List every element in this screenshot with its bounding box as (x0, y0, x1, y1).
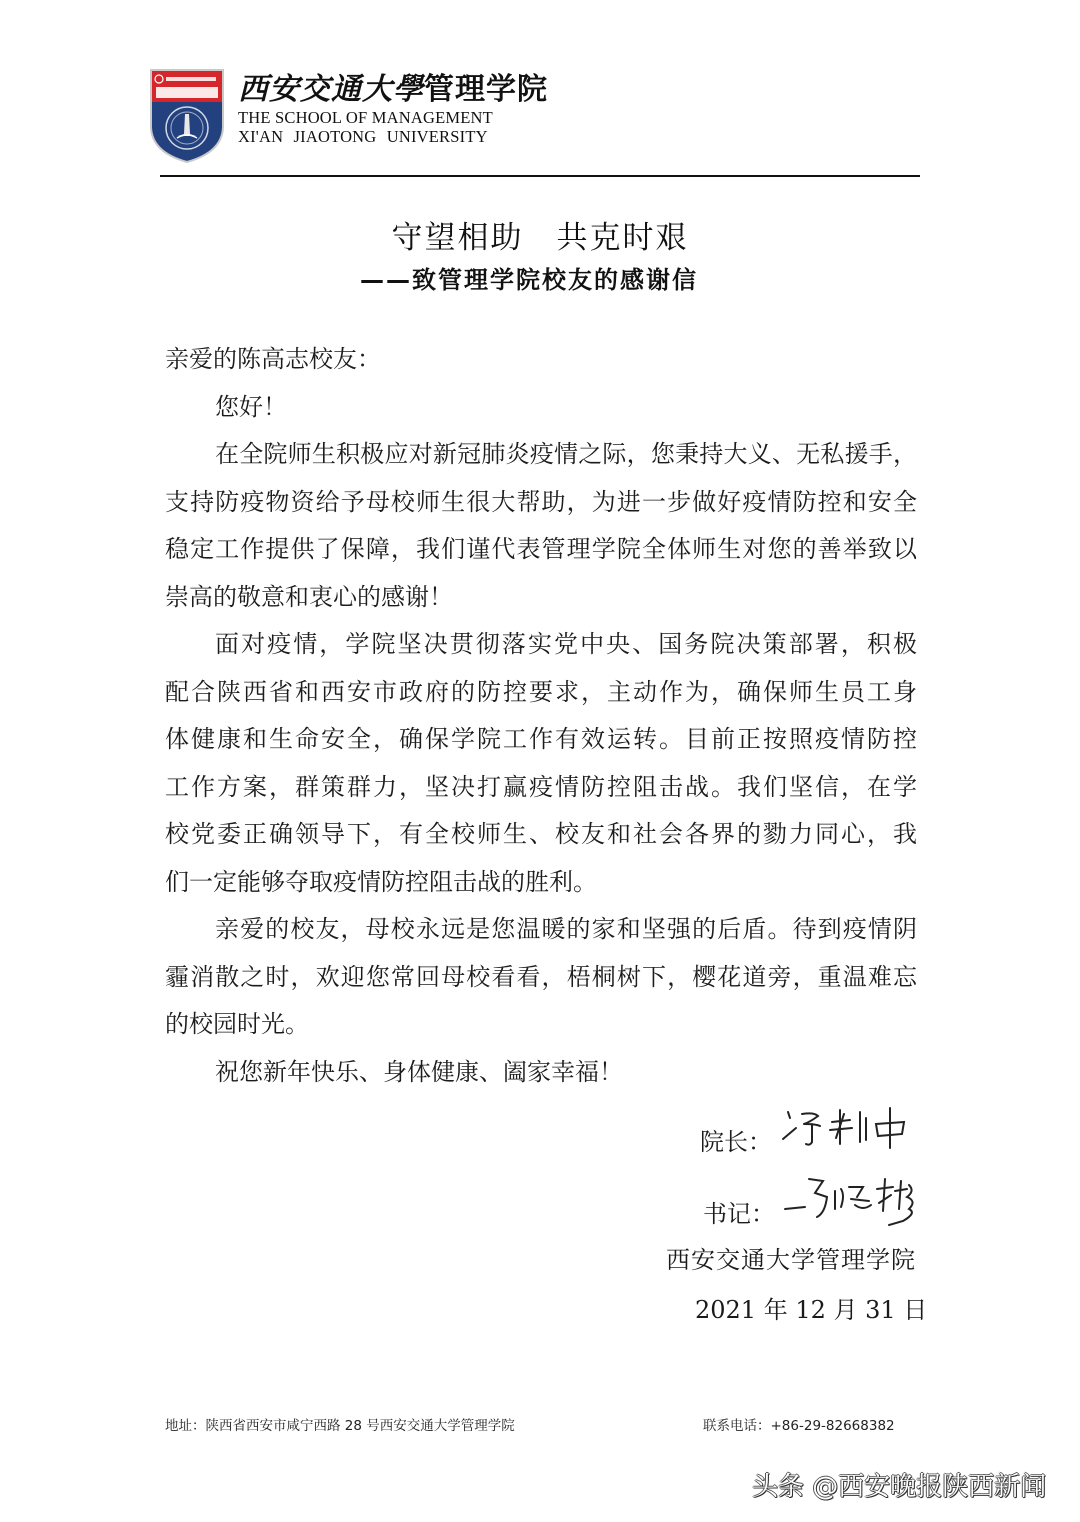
paragraph-line: 体健康和生命安全，确保学院工作有效运转。目前正按照疫情防控 (165, 725, 917, 753)
dean-signature-icon (780, 1104, 915, 1154)
school-name-bold: 管理学院 (424, 72, 548, 107)
school-logo-text (238, 72, 548, 146)
dean-signature-row (700, 1100, 915, 1157)
letter-title: 守望相助 共克时艰 (391, 220, 689, 256)
secretary-label: 书记： (703, 1200, 775, 1228)
paragraph-3 (165, 906, 917, 1049)
greeting: 您好！ (215, 392, 287, 421)
salutation: 亲爱的陈高志校友： (165, 345, 381, 373)
footer-phone: 联系电话：+86-29-82668382 (703, 1418, 895, 1434)
university-name-script: 西安交通大學 (238, 72, 424, 107)
dean-label: 院长： (700, 1128, 772, 1156)
letter-subtitle: ——致管理学院校友的感谢信 (360, 266, 698, 294)
footer-address: 地址：陕西省西安市咸宁西路 28 号西安交通大学管理学院 (165, 1418, 515, 1434)
paragraph-1 (165, 431, 917, 621)
paragraph-line: 亲爱的校友，母校永远是您温暖的家和坚强的后盾。待到疫情阴 (215, 915, 917, 943)
paragraph-line: 配合陕西省和西安市政府的防控要求，主动作为，确保师生员工身 (165, 677, 917, 706)
school-name-en-line1: THE SCHOOL OF MANAGEMENT (238, 108, 493, 127)
school-name-cn (238, 72, 548, 108)
letter-date: 2021 年 12 月 31 日 (695, 1296, 928, 1324)
paragraph-line: 支持防疫物资给予母校师生很大帮助，为进一步做好疫情防控和安全 (165, 487, 917, 516)
secretary-signature-row (703, 1168, 923, 1229)
paragraph-line: 们一定能够夺取疫情防控阻击战的胜利。 (165, 867, 597, 896)
paragraph-line: 在全院师生积极应对新冠肺炎疫情之际，您秉持大义、无私援手， (215, 440, 917, 468)
letter-body (165, 336, 917, 1096)
paragraph-line: 面对疫情，学院坚决贯彻落实党中央、国务院决策部署，积极 (215, 630, 917, 658)
paragraph-2 (165, 621, 917, 906)
organization-name: 西安交通大学管理学院 (666, 1246, 916, 1274)
source-watermark: 头条 @西安晚报陕西新闻 (752, 1472, 1047, 1502)
closing-wish: 祝您新年快乐、身体健康、阖家幸福！ (215, 1057, 623, 1086)
school-name-en-line2: XI'AN JIAOTONG UNIVERSITY (238, 127, 488, 146)
school-shield-logo-icon (149, 68, 225, 164)
paragraph-line: 工作方案，群策群力，坚决打赢疫情防控阻击战。我们坚信，在学 (165, 772, 917, 801)
secretary-signature-icon (783, 1169, 923, 1229)
paragraph-line: 稳定工作提供了保障，我们谨代表管理学院全体师生对您的善举致以 (165, 535, 917, 563)
paragraph-line: 霾消散之时，欢迎您常回母校看看，梧桐树下，樱花道旁，重温难忘 (165, 962, 917, 991)
paragraph-line: 崇高的敬意和衷心的感谢！ (165, 582, 453, 611)
paragraph-line: 的校园时光。 (165, 1010, 309, 1038)
header-divider (160, 175, 920, 177)
paragraph-line: 校党委正确领导下，有全校师生、校友和社会各界的勠力同心，我 (165, 820, 917, 848)
